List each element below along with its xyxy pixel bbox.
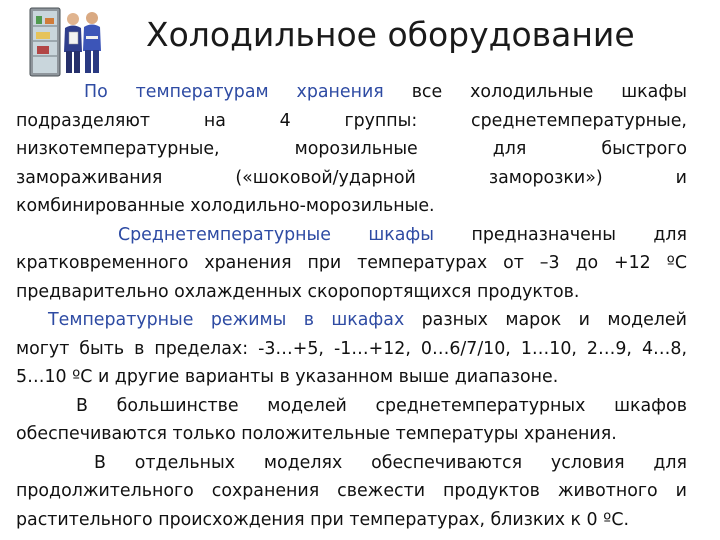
word: моделей bbox=[607, 310, 687, 330]
word: свежести bbox=[337, 481, 426, 501]
word: хранения bbox=[204, 253, 292, 273]
word: обеспечиваются bbox=[371, 452, 523, 473]
text-line bbox=[16, 363, 687, 392]
text-line bbox=[16, 107, 687, 136]
refrigerator-technicians-icon bbox=[28, 6, 104, 78]
highlighted-word: температурам bbox=[135, 82, 269, 102]
word: («шоковой/ударной bbox=[235, 167, 416, 188]
word: 1…10, bbox=[520, 338, 577, 359]
word: при bbox=[307, 253, 342, 273]
word: В bbox=[94, 452, 106, 473]
word: температурах bbox=[357, 253, 488, 273]
highlighted-word: шкафах bbox=[331, 310, 405, 330]
word: для bbox=[653, 452, 687, 473]
word: заморозки») bbox=[488, 167, 603, 188]
word: животного bbox=[557, 481, 658, 501]
word: среднетемпературные, bbox=[471, 110, 687, 131]
text-line bbox=[16, 78, 687, 107]
text-line bbox=[16, 506, 687, 535]
text-line bbox=[16, 477, 687, 506]
word: морозильные bbox=[294, 139, 418, 159]
slide-body-text bbox=[16, 78, 687, 534]
word: холодильные bbox=[470, 82, 594, 102]
paragraph bbox=[16, 306, 687, 392]
word: ºС bbox=[666, 253, 687, 273]
highlighted-word: в bbox=[303, 310, 314, 330]
highlighted-word: хранения bbox=[296, 82, 384, 102]
paragraph bbox=[16, 449, 687, 535]
word: –3 bbox=[539, 253, 560, 273]
word: шкафы bbox=[621, 82, 687, 102]
word: среднетемпературных bbox=[375, 395, 586, 416]
text-line bbox=[16, 135, 687, 164]
text-line bbox=[16, 449, 687, 478]
word: -3…+5, bbox=[258, 338, 324, 359]
word: моделей bbox=[267, 395, 347, 416]
word: предварительно охлажденных скоропортящихся продуктов. bbox=[16, 281, 580, 302]
text-line bbox=[16, 221, 687, 250]
text-line bbox=[16, 278, 687, 307]
word: 0…6/7/10, bbox=[420, 338, 511, 359]
text-line bbox=[16, 249, 687, 278]
text-line bbox=[16, 420, 687, 449]
text-line bbox=[16, 306, 687, 335]
word: для bbox=[492, 139, 527, 159]
word: низкотемпературные, bbox=[16, 139, 220, 159]
word: марок bbox=[505, 310, 562, 330]
word: и bbox=[675, 481, 687, 501]
slide-title: Холодильное оборудование bbox=[146, 15, 635, 54]
paragraph bbox=[16, 221, 687, 307]
word: моделях bbox=[263, 452, 343, 473]
word: для bbox=[653, 224, 687, 245]
word: подразделяют bbox=[16, 110, 151, 131]
word: и bbox=[578, 310, 590, 330]
word: пределах: bbox=[154, 338, 249, 359]
word: в bbox=[134, 338, 145, 359]
word: быстрого bbox=[601, 139, 687, 159]
word: и bbox=[675, 167, 687, 188]
word: разных bbox=[421, 310, 488, 330]
word: В bbox=[76, 395, 88, 416]
word: продуктов bbox=[443, 481, 540, 501]
highlighted-word: шкафы bbox=[368, 224, 435, 245]
word: на bbox=[203, 110, 226, 131]
highlighted-word: Среднетемпературные bbox=[118, 224, 331, 245]
word: группы: bbox=[344, 110, 418, 131]
word: 5…10 ºС и другие варианты в указанном выше диапазоне. bbox=[16, 367, 559, 387]
word: замораживания bbox=[16, 167, 163, 188]
word: все bbox=[411, 82, 443, 102]
highlighted-word: Температурные bbox=[48, 310, 194, 330]
word: шкафов bbox=[614, 395, 687, 416]
word: кратковременного bbox=[16, 253, 189, 273]
highlighted-word: режимы bbox=[210, 310, 287, 330]
word: предназначены bbox=[471, 224, 616, 245]
word: растительного происхождения при температурах, близких к 0 ºС. bbox=[16, 509, 630, 530]
text-line bbox=[16, 192, 687, 221]
highlighted-word: По bbox=[84, 82, 108, 102]
word: обеспечиваются только положительные температуры хранения. bbox=[16, 424, 617, 444]
word: продолжительного bbox=[16, 481, 194, 501]
word: -1…+12, bbox=[333, 338, 411, 359]
word: быть bbox=[79, 338, 125, 359]
paragraph bbox=[16, 78, 687, 221]
word: большинстве bbox=[116, 395, 239, 416]
word: отдельных bbox=[134, 452, 236, 473]
word: +12 bbox=[614, 253, 651, 273]
text-line bbox=[16, 335, 687, 364]
text-line bbox=[16, 164, 687, 193]
word: могут bbox=[16, 338, 70, 359]
word: 4…8, bbox=[641, 338, 687, 359]
word: 4 bbox=[279, 110, 291, 131]
word: 2…9, bbox=[586, 338, 632, 359]
text-line bbox=[16, 392, 687, 421]
word: от bbox=[503, 253, 524, 273]
word: сохранения bbox=[211, 481, 320, 501]
word: условия bbox=[550, 452, 625, 473]
word: до bbox=[575, 253, 599, 273]
paragraph bbox=[16, 392, 687, 449]
word: комбинированные холодильно-морозильные. bbox=[16, 196, 435, 216]
slide-header bbox=[0, 0, 720, 78]
